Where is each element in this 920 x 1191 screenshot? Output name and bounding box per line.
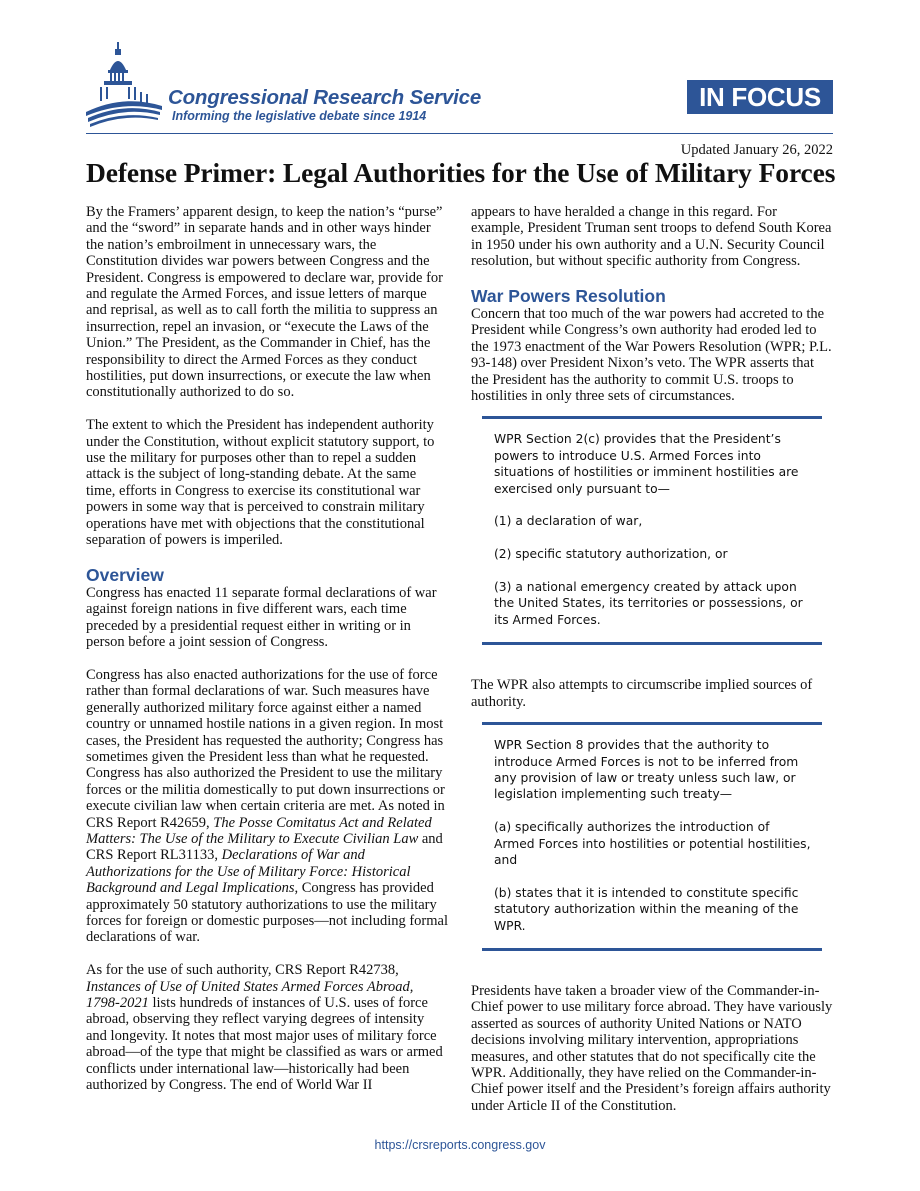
box-item: (b) states that it is intended to constitute specific statutory authorization within the meaning of the WPR. xyxy=(494,885,799,933)
capitol-dome-icon xyxy=(84,40,184,130)
box-item: (2) specific statutory authorization, or xyxy=(494,547,728,562)
footer-url[interactable]: https://crsreports.congress.gov xyxy=(374,1138,546,1152)
report-title: The Posse Comitatus Act and Related Matters: The Use of the Military to Execute Civilian Law xyxy=(86,814,432,847)
wpr-section-2c-box xyxy=(482,416,822,645)
box-intro: WPR Section 2(c) provides that the President’s powers to introduce U.S. Armed Forces into situations of hostilities or imminent hostilities are exercised only pursuant to— xyxy=(494,432,799,496)
box-item: (a) specifically authorizes the introduction of Armed Forces into hostilities or potential hostilities, and xyxy=(494,820,811,867)
box-item: (3) a national emergency created by attack upon the United States, its territories or possessions, or its Armed Forces. xyxy=(494,580,803,627)
wpr-heading: War Powers Resolution xyxy=(471,286,666,307)
org-name: Congressional Research Service xyxy=(168,86,482,109)
box-item: (1) a declaration of war, xyxy=(494,514,643,529)
header-divider xyxy=(86,133,833,134)
overview-heading: Overview xyxy=(86,564,164,585)
in-focus-badge: IN FOCUS xyxy=(687,80,833,114)
report-title: Declarations of War and Authorizations for the Use of Military Force: Historical Background and Legal Implications xyxy=(86,847,411,897)
authorizations-paragraph: Congress has also enacted authorizations for the use of force rather than formal declarations of war. Such measures have generally authorized military force against either a named country or unnamed hostile nations in a given region. In most cases, the President has requested the authority; Congress has sometimes given the President less than what he requested. Congress has also authorized the President to use the military forces or the militia domestically to put down insurrections or execute civilian law when certain criteria are met. As noted in CRS Report R42659, The Posse Comitatus Act and Related Matters: The Use of the Military to Execute Civilian Law and CRS Report RL31133, Declarations of War and Authorizations for the Use of Military Force: Historical Background and Legal Implications, Congress has provided approximately 50 statutory authorizations to use the military forces for foreign or domestic purposes—not including formal declarations of war. xyxy=(86,666,449,946)
wpr-paragraph: Concern that too much of the war powers had accreted to the President while Congress’s own authority had eroded led to the 1973 enactment of the War Powers Resolution (WPR; P.L. 93-148) over President Nixon’s veto. The WPR asserts that the President has the authority to commit U.S. troops to hostilities in only three sets of circumstances. xyxy=(471,306,832,405)
wpr-section-8-box xyxy=(482,722,822,951)
commander-in-chief-paragraph: Presidents have taken a broader view of the Commander-in-Chief power to use military force abroad. They have variously asserted as sources of authority United Nations or NATO decisions involving military intervention, appropriations measures, and other statutes that do not specifically cite the WPR. Additionally, they have relied on the Commander-in-Chief power itself and the President’s foreign affairs authority under Article II of the Constitution. xyxy=(471,982,833,1114)
page-header xyxy=(0,0,920,140)
continuation-paragraph: appears to have heralded a change in this regard. For example, President Truman sent troops to defend South Korea in 1950 under his own authority and a U.N. Security Council resolution, but without specific authority from Congress. xyxy=(471,204,832,270)
instances-paragraph: As for the use of such authority, CRS Report R42738, Instances of Use of United States Armed Forces Abroad, 1798-2021 lists hundreds of instances of U.S. uses of force abroad, observing they reflect varying degrees of intensity and longevity. It notes that most major uses of military force abroad—of the type that might be classified as wars or armed conflicts under international law—historically had been authorized by Congress. The end of World War II xyxy=(86,962,443,1094)
left-column xyxy=(86,204,448,1110)
implied-authority-paragraph: The WPR also attempts to circumscribe implied sources of authority. xyxy=(471,677,813,710)
right-column xyxy=(471,204,833,1131)
updated-date: Updated January 26, 2022 xyxy=(680,142,833,158)
report-title: Instances of Use of United States Armed Forces Abroad, 1798-2021 xyxy=(86,978,414,1012)
debate-paragraph: The extent to which the President has independent authority under the Constitution, without explicit statutory support, to use the military for purposes other than to repel a sudden attack is the subject of long-standing debate. At the same time, efforts in Congress to exercise its constitutional war powers in some way that is perceived to constrain military operations have met with objections that the constitutional separation of powers is imperiled. xyxy=(86,417,435,549)
org-tagline: Informing the legislative debate since 1914 xyxy=(172,109,427,123)
intro-paragraph: By the Framers’ apparent design, to keep the nation’s “purse” and the “sword” in separate hands and in other ways hinder the nation’s embroilment in unnecessary wars, the Constitution divides war powers between Congress and the President. Congress is empowered to declare war, provide for and regulate the Armed Forces, and issue letters of marque and reprisal, as well as to call forth the militia to suppress an insurrection, repel an invasion, or “execute the Laws of the Union.” The President, as the Commander in Chief, has the responsibility to direct the Armed Forces as they conduct hostilities, put down insurrections, or execute the law when constitutionally authorized to do so. xyxy=(86,204,443,401)
declarations-paragraph: Congress has enacted 11 separate formal declarations of war against foreign nations in five different wars, each time preceded by a presidential request either in writing or in person before a joint session of Congress. xyxy=(86,584,437,651)
box-intro: WPR Section 8 provides that the authority to introduce Armed Forces is not to be inferred from any provision of law or treaty unless such law, or legislation implementing such treaty— xyxy=(494,738,799,802)
page-title: Defense Primer: Legal Authorities for the Use of Military Forces xyxy=(86,157,836,188)
